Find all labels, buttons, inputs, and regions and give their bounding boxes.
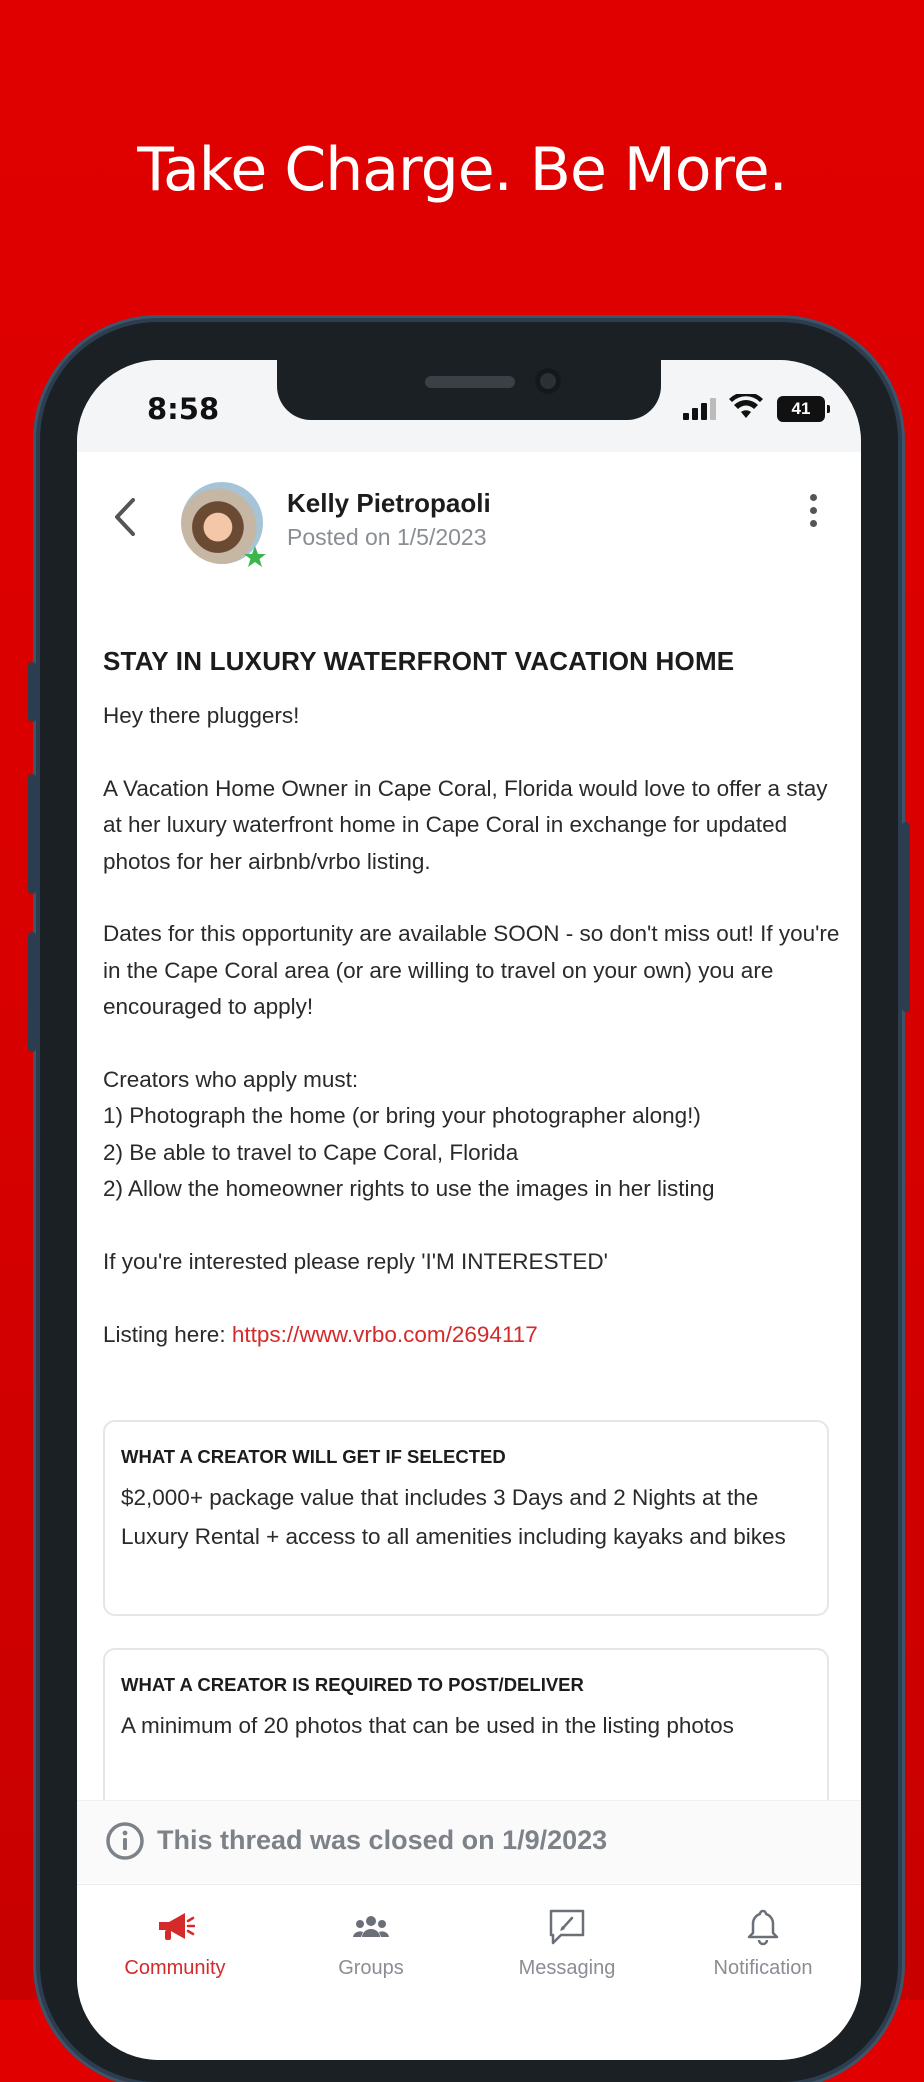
status-bar: [77, 360, 861, 452]
volume-up-button: [28, 774, 36, 894]
tab-label: Community: [124, 1957, 226, 1979]
tab-messaging[interactable]: [469, 1885, 665, 2005]
bell-icon: [743, 1907, 783, 1947]
tab-label: Notification: [713, 1957, 813, 1979]
reply-instruction: If you're interested please reply 'I'M INTERESTED': [103, 1249, 608, 1275]
notch: [277, 360, 661, 420]
back-arrow-icon[interactable]: [105, 494, 145, 540]
tab-label: Messaging: [518, 1957, 616, 1979]
cellular-signal-icon: [683, 398, 717, 420]
listing-link[interactable]: https://www.vrbo.com/2694117: [231, 1321, 538, 1347]
benefits-card: [103, 1420, 829, 1616]
post-greeting: Hey there pluggers!: [103, 703, 300, 728]
post-body: [103, 698, 843, 1353]
tab-bar: [77, 1884, 861, 2060]
tab-notification[interactable]: [665, 1885, 861, 2005]
requirement-item: 1) Photograph the home (or bring your photographer along!): [103, 1103, 701, 1129]
wifi-icon: [729, 394, 763, 420]
card-text: A minimum of 20 photos that can be used in the listing photos: [121, 1713, 734, 1738]
headline: Take Charge. Be More.: [137, 135, 787, 205]
more-options-icon[interactable]: [807, 494, 819, 534]
tab-label: Groups: [338, 1957, 404, 1979]
posted-date: Posted on 1/5/2023: [287, 524, 487, 550]
requirement-item: 2) Be able to travel to Cape Coral, Florida: [103, 1139, 519, 1165]
closed-notice-text: This thread was closed on 1/9/2023: [157, 1825, 608, 1855]
volume-down-button: [28, 932, 36, 1052]
requirements-intro: Creators who apply must:: [103, 1067, 359, 1093]
star-badge-icon: [242, 544, 268, 570]
author-name[interactable]: Kelly Pietropaoli: [287, 488, 491, 518]
requirement-item: 2) Allow the homeowner rights to use the images in her listing: [103, 1176, 715, 1202]
screen: [77, 360, 861, 2060]
power-button: [902, 822, 910, 1012]
card-heading: WHAT A CREATOR WILL GET IF SELECTED: [121, 1446, 506, 1467]
groups-icon: [351, 1907, 391, 1947]
post-paragraph: A Vacation Home Owner in Cape Coral, Florida would love to offer a stay at her luxury waterfront home in Cape Coral in exchange for updated photos for her airbnb/vrbo listing.: [103, 775, 828, 874]
closed-notice: [77, 1800, 861, 1883]
post-title: STAY IN LUXURY WATERFRONT VACATION HOME: [103, 646, 735, 676]
card-heading: WHAT A CREATOR IS REQUIRED TO POST/DELIVER: [121, 1674, 584, 1695]
battery-icon: 41: [777, 396, 825, 422]
tab-groups[interactable]: [273, 1885, 469, 2005]
phone-frame: [40, 322, 898, 2082]
info-icon: [105, 1821, 145, 1861]
speaker: [425, 376, 515, 388]
megaphone-icon: [155, 1907, 195, 1947]
post-header: [77, 452, 861, 582]
tab-community[interactable]: [77, 1885, 273, 2005]
messaging-icon: [547, 1907, 587, 1947]
status-time: 8:58: [147, 392, 220, 426]
mute-switch: [28, 662, 36, 722]
listing-line: [103, 1317, 843, 1353]
front-camera: [535, 368, 561, 394]
post-paragraph: Dates for this opportunity are available SOON - so don't miss out! If you're in the Cape Coral area (or are willing to travel on your own) you are encouraged to apply!: [103, 921, 840, 1020]
card-text: $2,000+ package value that includes 3 Days and 2 Nights at the Luxury Rental + access to all amenities including kayaks and bikes: [121, 1485, 786, 1549]
listing-label: Listing here:: [103, 1321, 232, 1347]
